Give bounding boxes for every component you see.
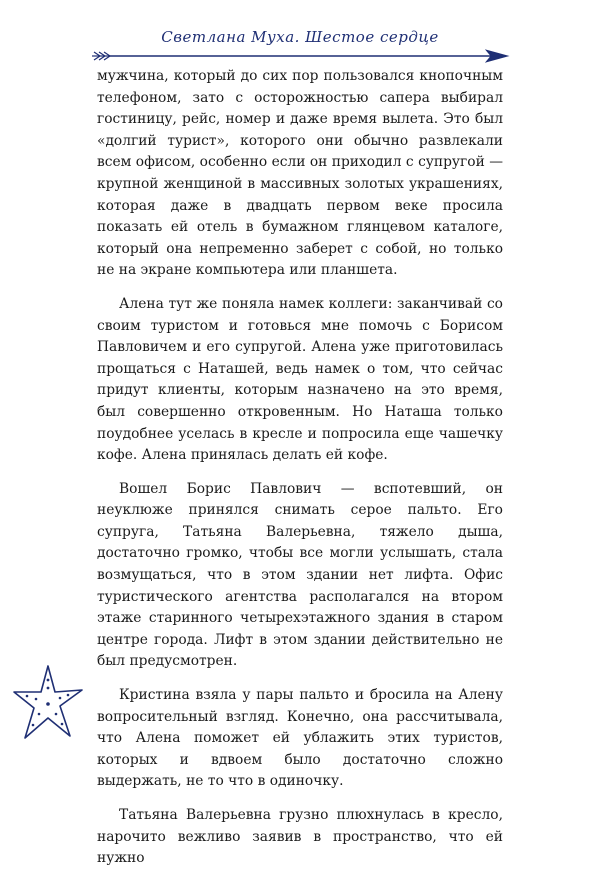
paragraph: мужчина, который до сих пор пользовался кнопочным телефоном, зато с осторожностью сапера выбирал гостиницу, рейс, номер и даже время вылета. Это был «долгий турист», которого они обычно развлекали всем офисом, особенно если он приходил с супругой — крупной женщиной в массивных золотых украшениях, которая даже в двадцать первом веке просила показать ей отель в бумажном глянцевом каталоге, который она непременно заберет с собой, но только не на экране компьютера или планшета. <box>97 68 503 279</box>
paragraph: Кристина взяла у пары пальто и бросила на Алену вопросительный взгляд. Конечно, она рассчитывала, что Алена поможет ей ублажить этих туристов, которых и вдвоем было достаточно сложно выдержать, не то что в одиночку. <box>97 687 503 790</box>
paragraph: Татьяна Валерьевна грузно плюхнулась в кресло, нарочито вежливо заявив в пространство, что ей нужно <box>97 807 503 867</box>
paragraph: Алена тут же поняла намек коллеги: заканчивай со своим туристом и готовься мне помочь с Борисом Павловичем и его супругой. Алена уже приготовилась прощаться с Наташей, ведь намек о том, что сейчас придут клиенты, которым назначено на это время, был совершенно откровенным. Но Наташа только поудобнее уселась в кресле и попросила еще чашечку кофе. Алена принялась делать ей кофе. <box>97 295 503 464</box>
starfish-icon <box>12 662 84 742</box>
page-body <box>97 66 503 882</box>
arrow-ornament-icon <box>90 46 510 66</box>
paragraph: Вошел Борис Павлович — вспотевший, он неуклюже принялся снимать серое пальто. Его супруга, Татьяна Валерьевна, тяжело дыша, достаточно громко, чтобы все могли услышать, стала возмущаться, что в этом здании нет лифта. Офис туристического агентства располагался на втором этаже старинного четырехэтажного здания в старом центре города. Лифт в этом здании действительно не был предусмотрен. <box>97 480 503 670</box>
running-title: Светлана Муха. Шестое сердце <box>161 28 439 46</box>
